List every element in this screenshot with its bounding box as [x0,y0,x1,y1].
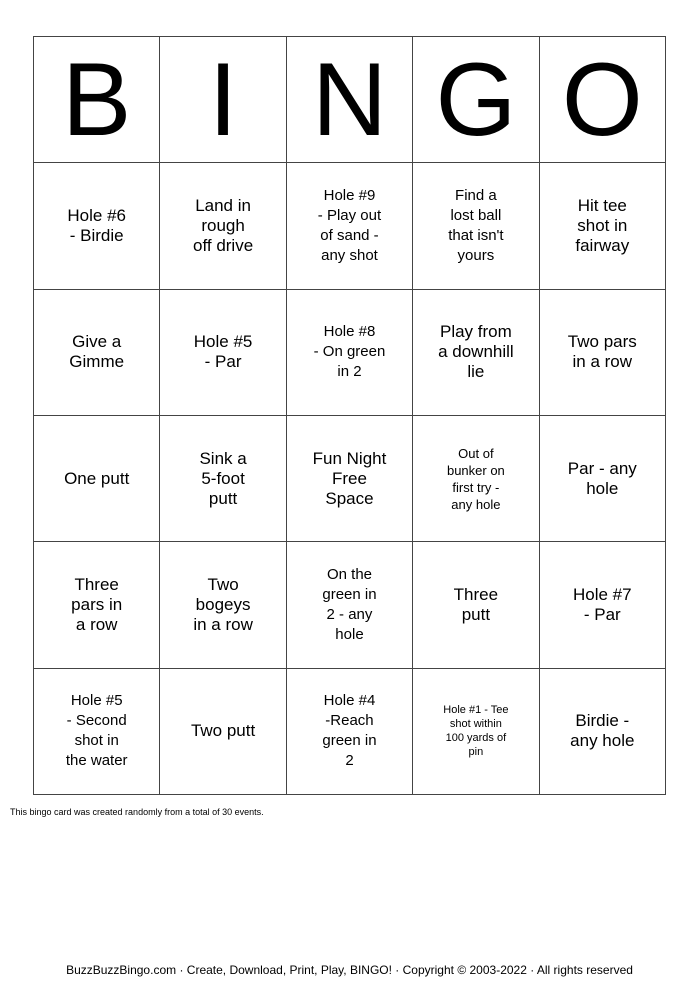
bingo-square [413,163,539,289]
bingo-square [34,669,160,795]
bingo-square [287,416,413,542]
bingo-square-text: Par - any hole [567,458,637,498]
bingo-square [540,290,666,416]
bingo-square [413,669,539,795]
bingo-square-text: Hole #6 - Birdie [67,205,126,245]
bingo-square [34,416,160,542]
bingo-square-text: Hole #4 -Reach green in 2 [322,692,377,770]
header-letter: B [62,41,132,158]
bingo-square-text: Hole #8 - On green in 2 [313,323,386,381]
bingo-square-text: Land in rough off drive [193,195,254,255]
bingo-square [540,163,666,289]
bingo-square-text: Hole #5 - Par [193,332,253,372]
bingo-square-text: Hole #7 - Par [572,584,632,624]
bingo-square-text: Hole #5 - Second shot in the water [65,692,128,770]
bingo-square [287,542,413,668]
bingo-square [160,669,286,795]
bingo-square-text: Find a lost ball that isn't yours [448,186,504,264]
bingo-square [540,416,666,542]
bingo-square-text: Two bogeys in a row [193,574,253,634]
bingo-square-text: Give a Gimme [69,332,125,372]
bingo-square-text: Birdie - any hole [570,711,635,751]
bingo-square [34,542,160,668]
header-letter: N [311,41,388,158]
bingo-square [160,416,286,542]
bingo-square [287,163,413,289]
bingo-card [33,36,666,795]
bingo-square-text: On the green in 2 - any hole [322,565,377,643]
bingo-square [413,416,539,542]
bingo-square [413,290,539,416]
header-letter: G [435,41,517,158]
bingo-square-text: Play from a downhill lie [438,322,514,382]
bingo-square [34,290,160,416]
bingo-square [413,542,539,668]
bingo-square [160,290,286,416]
bingo-square-text: Sink a 5-foot putt [199,448,247,508]
header-cell [34,37,160,163]
bingo-square [34,163,160,289]
bingo-square-text: Two putt [190,721,256,741]
bingo-square-text: Fun Night Free Space [312,448,387,508]
bingo-square [287,669,413,795]
header-cell [160,37,286,163]
bingo-square-text: One putt [64,468,130,488]
header-cell [413,37,539,163]
bingo-square-text: Two pars in a row [567,332,637,372]
bingo-square-text: Three pars in a row [71,574,123,634]
bingo-square-text: Hole #1 - Tee shot within 100 yards of pin [443,704,509,759]
bingo-square [540,669,666,795]
bingo-square [287,290,413,416]
bingo-square [160,542,286,668]
bingo-square-text: Out of bunker on first try - any hole [446,445,505,512]
bingo-square-text: Three putt [453,584,499,624]
bingo-square [540,542,666,668]
header-cell [287,37,413,163]
bingo-square [160,163,286,289]
bingo-square-text: Hit tee shot in fairway [575,195,630,255]
page-footer: BuzzBuzzBingo.com · Create, Download, Print, Play, BINGO! · Copyright © 2003-2022 · All rights reserved [66,963,633,977]
header-letter: O [561,41,643,158]
bingo-square-text: Hole #9 - Play out of sand - any shot [317,186,382,264]
card-note: This bingo card was created randomly from a total of 30 events. [10,807,264,817]
header-cell [540,37,666,163]
header-letter: I [208,41,238,158]
